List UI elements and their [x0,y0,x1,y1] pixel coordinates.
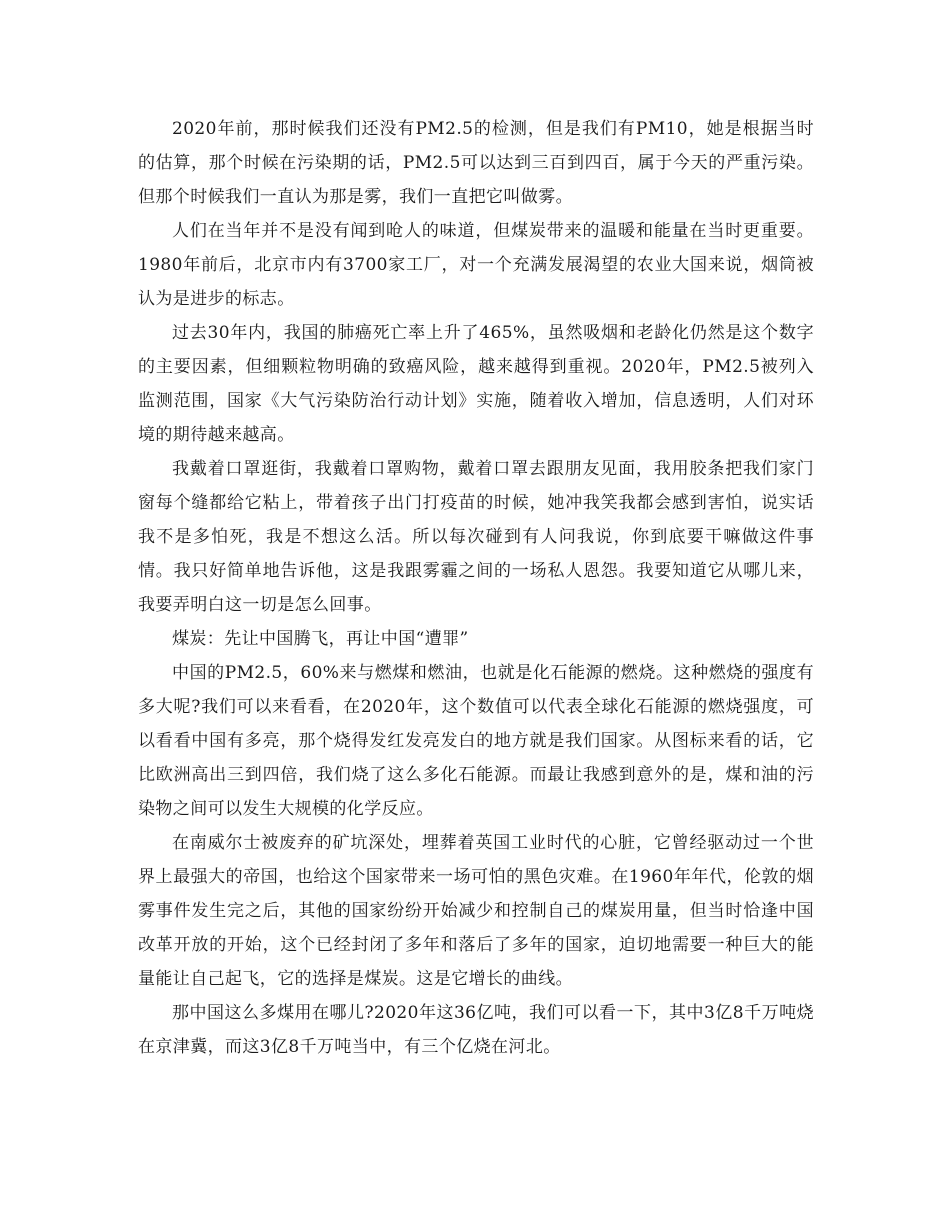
paragraph-south-wales: 在南威尔士被废弃的矿坑深处，埋葬着英国工业时代的心脏，它曾经驱动过一个世界上最强大的帝国，也给这个国家带来一场可怕的黑色灾难。在1960年年代，伦敦的烟雾事件发生完之后，其他的国家纷纷开始减少和控制自己的煤炭用量，但当时恰逢中国改革开放的开始，这个已经封闭了多年和落后了多年的国家，迫切地需要一种巨大的能量能让自己起飞，它的选择是煤炭。这是它增长的曲线。 [138,833,814,989]
paragraph-fossil-fuel: 中国的PM2.5，60%来与燃煤和燃油，也就是化石能源的燃烧。这种燃烧的强度有多大呢?我们可以来看看，在2020年，这个数值可以代表全球化石能源的燃烧强度，可以看看中国有多亮，那个烧得发红发亮发白的地方就是我们国家。从图标来看的话，它比欧洲高出三到四倍，我们烧了这么多化石能源。而最让我感到意外的是，煤和油的污染物之间可以发生大规模的化学反应。 [138,663,814,819]
paragraph-mask-story: 我戴着口罩逛街，我戴着口罩购物，戴着口罩去跟朋友见面，我用胶条把我们家门窗每个缝都给它粘上，带着孩子出门打疫苗的时候，她冲我笑我都会感到害怕，说实话我不是多怕死，我是不想这么活。所以每次碰到有人问我说，你到底要干嘛做这件事情。我只好简单地告诉他，这是我跟雾霾之间的一场私人恩怨。我要知道它从哪儿来，我要弄明白这一切是怎么回事。 [138,459,814,615]
document-body [138,112,814,1064]
paragraph-coal-usage: 那中国这么多煤用在哪儿?2020年这36亿吨，我们可以看一下，其中3亿8千万吨烧在京津冀，而这3亿8千万吨当中，有三个亿烧在河北。 [138,1003,814,1057]
section-heading-coal: 煤炭：先让中国腾飞，再让中国“遭罪” [172,629,469,649]
paragraph-lung-cancer: 过去30年内，我国的肺癌死亡率上升了465%，虽然吸烟和老龄化仍然是这个数字的主要因素，但细颗粒物明确的致癌风险，越来越得到重视。2020年，PM2.5被列入监测范围，国家《大气污染防治行动计划》实施，随着收入增加，信息透明，人们对环境的期待越来越高。 [138,323,814,445]
paragraph-pm25-history: 2020年前，那时候我们还没有PM2.5的检测，但是我们有PM10，她是根据当时的估算，那个时候在污染期的话，PM2.5可以达到三百到四百，属于今天的严重污染。但那个时候我们一直认为那是雾，我们一直把它叫做雾。 [138,119,814,207]
paragraph-coal-warmth: 人们在当年并不是没有闻到呛人的味道，但煤炭带来的温暖和能量在当时更重要。1980年前后，北京市内有3700家工厂，对一个充满发展渴望的农业大国来说，烟筒被认为是进步的标志。 [138,221,814,309]
